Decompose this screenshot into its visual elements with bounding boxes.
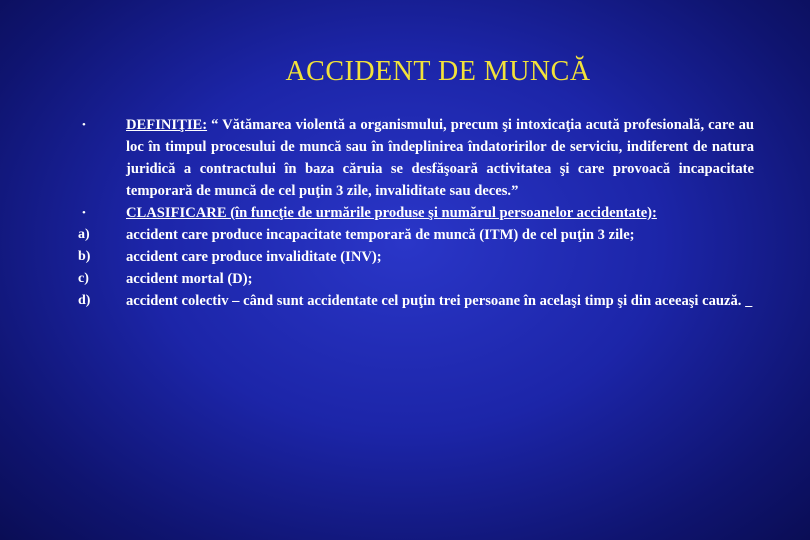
list-item-text: accident care produce invaliditate (INV); [126, 249, 382, 265]
classification-block [0, 202, 810, 224]
list-marker-c: c) [78, 271, 89, 286]
definition-label: DEFINIŢIE: [126, 117, 208, 133]
list-item-text: accident care produce incapacitate temporară de muncă (ITM) de cel puţin 3 zile; [126, 227, 635, 243]
bullet-marker: • [82, 207, 86, 219]
list-marker-d: d) [78, 293, 91, 308]
list-item [0, 246, 810, 268]
definition-text [126, 114, 754, 202]
list-item-text: accident mortal (D); [126, 271, 253, 287]
list-item [0, 290, 810, 312]
list-item-text-body: accident colectiv – când sunt accidentate cel puţin trei persoane în acelaşi timp şi din aceeaşi cauză. [126, 293, 742, 309]
list-marker-b: b) [78, 249, 91, 264]
list-item [0, 224, 810, 246]
list-item [0, 268, 810, 290]
text-cursor-mark [745, 293, 752, 309]
slide-body [0, 114, 810, 312]
definition-body: “ Vătămarea violentă a organismului, precum şi intoxicaţia acută profesională, care au loc în timpul procesului de muncă sau în îndeplinirea îndatoririlor de serviciu, indiferent de natura juridică a contractului în baza căruia se desfăşoară activitatea şi care provoacă incapacitate temporară de muncă de cel puţin 3 zile, invaliditate sau deces.” [126, 117, 754, 199]
bullet-marker: • [82, 119, 86, 131]
list-item-text [126, 290, 754, 312]
classification-heading: CLASIFICARE (în funcţie de urmările produse şi numărul persoanelor accidentate): [126, 205, 657, 221]
slide-title: ACCIDENT DE MUNCĂ [285, 56, 591, 87]
list-marker-a: a) [78, 227, 90, 242]
definition-block [0, 114, 810, 202]
